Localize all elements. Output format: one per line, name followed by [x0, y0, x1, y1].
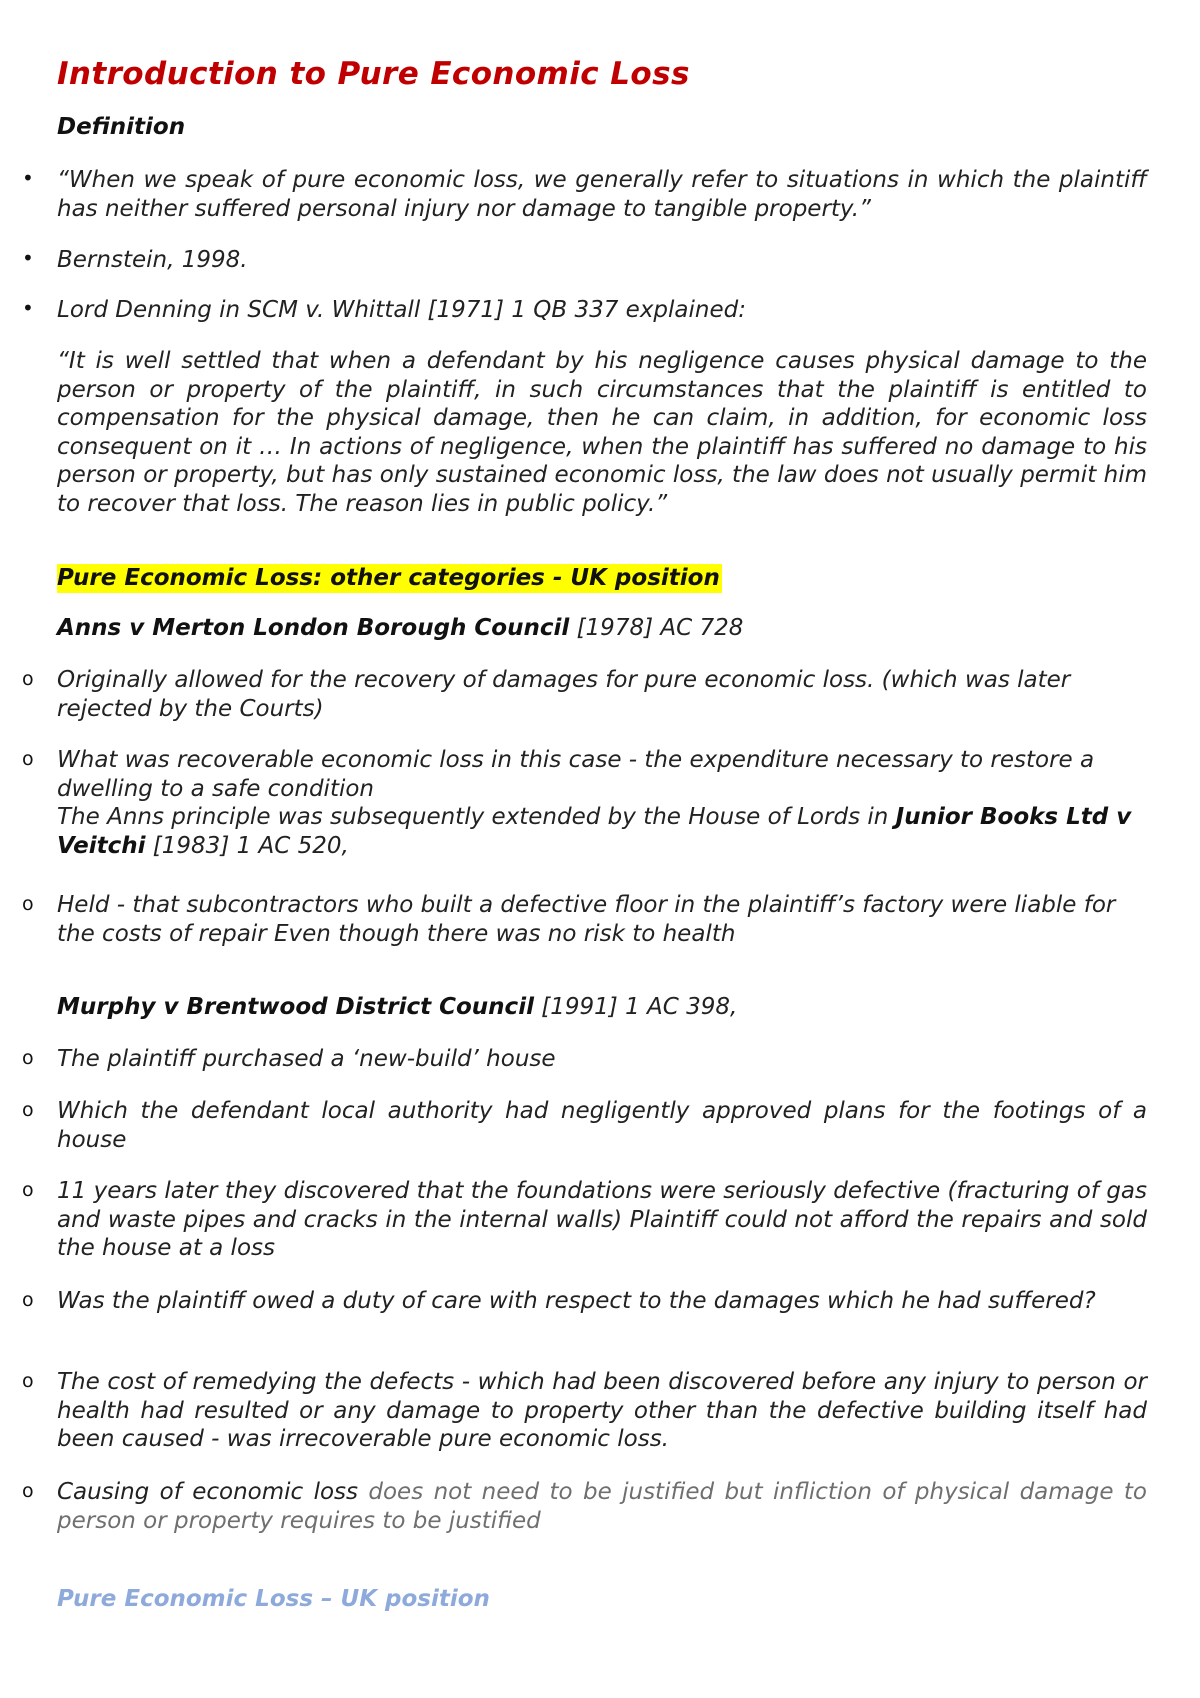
anns-point-block — [57, 746, 1147, 860]
murphy-point: Was the plaintiff owed a duty of care with respect to the damages which he had suffered? — [57, 1288, 1096, 1314]
murphy-point: The plaintiff purchased a ‘new-build’ house — [57, 1046, 556, 1072]
bullet-icon: • — [22, 166, 34, 190]
circle-bullet-icon: o — [22, 668, 34, 690]
anns-extension-text: The Anns principle was subsequently extended by the House of Lords in — [57, 804, 896, 830]
circle-bullet-icon: o — [22, 1099, 34, 1121]
anns-point: Originally allowed for the recovery of damages for pure economic loss. (which was later rejected by the Courts) — [57, 667, 1071, 722]
page-title: Introduction to Pure Economic Loss — [57, 56, 690, 92]
murphy-citation: [1991] 1 AC 398, — [533, 994, 738, 1020]
footer-section-heading: Pure Economic Loss – UK position — [57, 1586, 490, 1612]
murphy-last-point-start: Causing of economic loss — [57, 1479, 358, 1505]
denning-quote: “It is well settled that when a defendant by his negligence causes physical damage to the person or property of the plaintiff, in such circumstances that the plaintiff is entitled to compensation for the physical damage, then he can claim, in addition, for economic loss consequent on it … In actions of negligence, when the plaintiff has suffered no damage to his person or property, but has only sustained economic loss, the law does not usually permit him to recover that loss. The reason lies in public policy.” — [57, 348, 1147, 517]
murphy-last-point-rest: does not need to be justified but infliction of physical damage to person or property requires to be justified — [57, 1479, 1147, 1534]
murphy-point-last — [57, 1478, 1147, 1535]
section-heading-highlighted: Pure Economic Loss: other categories - UK position — [57, 565, 720, 591]
circle-bullet-icon: o — [22, 893, 34, 915]
bullet-icon: • — [22, 246, 34, 270]
murphy-case-name: Murphy v Brentwood District Council — [57, 994, 534, 1020]
circle-bullet-icon: o — [22, 748, 34, 770]
definition-bullet-source: Bernstein, 1998. — [57, 247, 248, 273]
definition-heading: Definition — [57, 114, 186, 140]
anns-point: What was recoverable economic loss in this case - the expenditure necessary to restore a dwelling to a safe condition — [57, 747, 1095, 802]
definition-bullet-denning: Lord Denning in SCM v. Whittall [1971] 1 QB 337 explained: — [57, 297, 746, 323]
anns-citation: [1978] AC 728 — [569, 615, 744, 641]
anns-case-name: Anns v Merton London Borough Council — [57, 615, 570, 641]
anns-case-heading — [57, 614, 1147, 643]
bullet-icon: • — [22, 296, 34, 320]
anns-held: Held - that subcontractors who built a defective floor in the plaintiff’s factory were liable for the costs of repair Even though there was no risk to health — [57, 892, 1116, 947]
circle-bullet-icon: o — [22, 1047, 34, 1069]
murphy-point: The cost of remedying the defects - which had been discovered before any injury to person or health had resulted or any damage to property other than the defective building itself had been caused - was irrecoverable pure economic loss. — [57, 1369, 1147, 1452]
murphy-point: 11 years later they discovered that the foundations were seriously defective (fracturing of gas and waste pipes and cracks in the internal walls) Plaintiff could not afford the repairs and sold the house at a loss — [57, 1178, 1147, 1261]
junior-books-case-name: Junior Books Ltd v Veitchi — [57, 804, 1132, 859]
murphy-case-heading — [57, 993, 1147, 1022]
circle-bullet-icon: o — [22, 1480, 34, 1502]
junior-books-citation: [1983] 1 AC 520, — [145, 832, 349, 859]
definition-bullet-quote: “When we speak of pure economic loss, we generally refer to situations in which the plaintiff has neither suffered personal injury nor damage to tangible property.” — [57, 167, 1147, 222]
circle-bullet-icon: o — [22, 1179, 34, 1201]
murphy-point: Which the defendant local authority had negligently approved plans for the footings of a house — [57, 1098, 1147, 1153]
circle-bullet-icon: o — [22, 1370, 34, 1392]
circle-bullet-icon: o — [22, 1289, 34, 1311]
